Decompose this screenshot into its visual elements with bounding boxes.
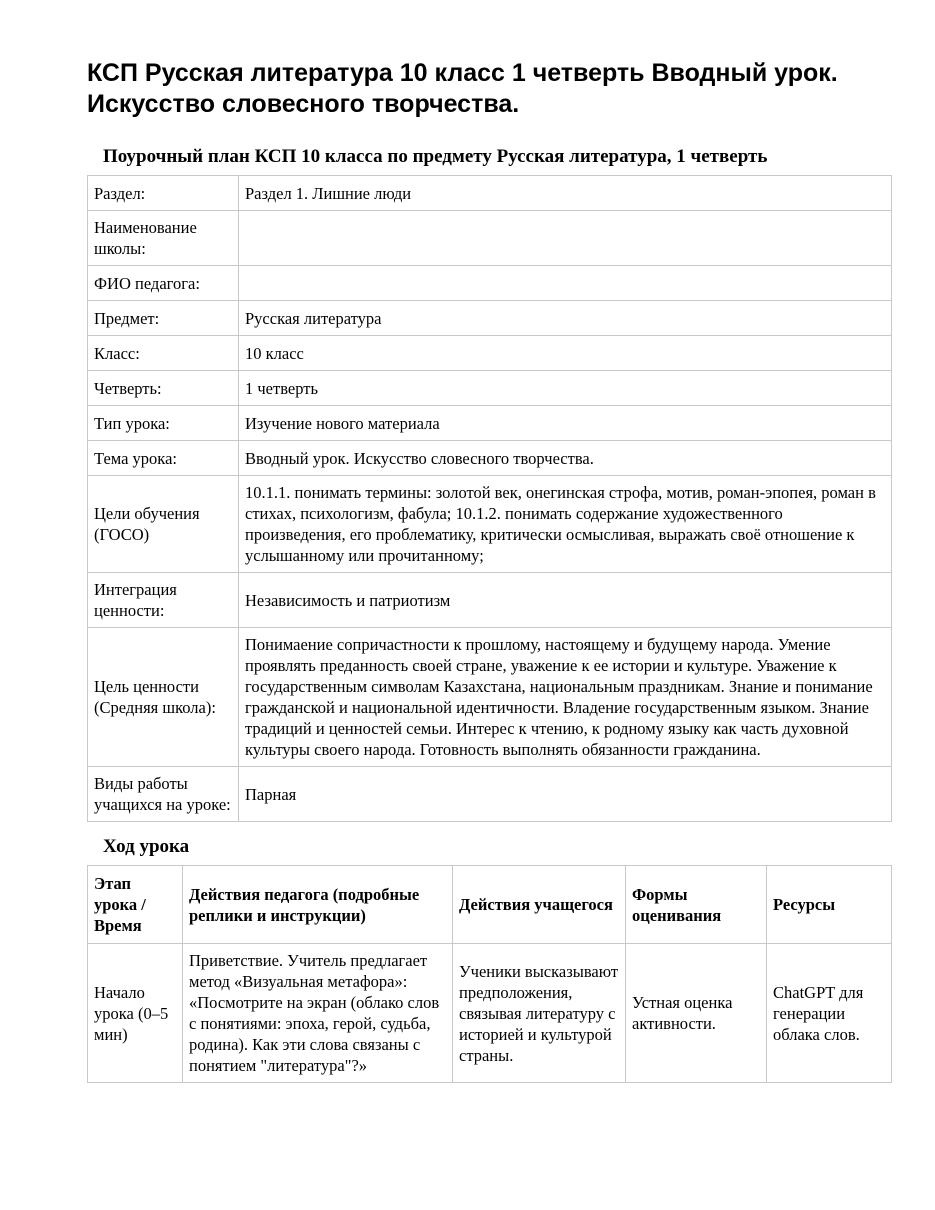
- plan-row-label: Цель ценности (Средняя школа):: [88, 628, 239, 767]
- lesson-steps-heading: Ход урока: [103, 836, 190, 857]
- plan-row-work-types: [88, 767, 892, 822]
- column-header-student-actions: Действия учащегося: [453, 866, 626, 944]
- document-title: КСП Русская литература 10 класс 1 четверть Вводный урок. Искусство словесного творчества.: [87, 59, 838, 118]
- plan-row-school-name: [88, 211, 892, 266]
- step-student-actions: Ученики высказывают предположения, связывая литературу с историей и культурой страны.: [453, 944, 626, 1083]
- plan-row-value-integration: [88, 573, 892, 628]
- plan-row-label: Четверть:: [88, 371, 239, 406]
- plan-row-value: Независимость и патриотизм: [239, 573, 892, 628]
- plan-row-label: Интеграция ценности:: [88, 573, 239, 628]
- plan-row-quarter: [88, 371, 892, 406]
- lesson-steps-table: [87, 865, 892, 1083]
- plan-row-value: Вводный урок. Искусство словесного творчества.: [239, 441, 892, 476]
- plan-row-label: Виды работы учащихся на уроке:: [88, 767, 239, 822]
- plan-heading: Поурочный план КСП 10 класса по предмету Русская литература, 1 четверть: [103, 146, 768, 167]
- plan-row-label: Наименование школы:: [88, 211, 239, 266]
- plan-row-value: 10.1.1. понимать термины: золотой век, онегинская строфа, мотив, роман-эпопея, роман в стихах, психологизм, фабула; 10.1.2. понимать содержание художественного произведения, его проблематику, критически осмысливая, выражать своё отношение к услышанному или прочитанному;: [239, 476, 892, 573]
- column-header-assessment: Формы оценивания: [626, 866, 767, 944]
- plan-row-value: Раздел 1. Лишние люди: [239, 176, 892, 211]
- plan-row-subject: [88, 301, 892, 336]
- column-header-teacher-actions: Действия педагога (подробные реплики и инструкции): [183, 866, 453, 944]
- plan-row-label: Тип урока:: [88, 406, 239, 441]
- plan-row-value: Парная: [239, 767, 892, 822]
- lesson-plan-table: [87, 175, 892, 822]
- step-stage: Начало урока (0–5 мин): [88, 944, 183, 1083]
- column-header-resources: Ресурсы: [767, 866, 892, 944]
- plan-row-label: Класс:: [88, 336, 239, 371]
- plan-row-label: Предмет:: [88, 301, 239, 336]
- step-teacher-actions: Приветствие. Учитель предлагает метод «Визуальная метафора»: «Посмотрите на экран (облако слов с понятиями: эпоха, герой, судьба, родина). Как эти слова связаны с понятием "литература"?»: [183, 944, 453, 1083]
- plan-row-value: Изучение нового материала: [239, 406, 892, 441]
- plan-row-label: Раздел:: [88, 176, 239, 211]
- plan-row-grade: [88, 336, 892, 371]
- step-resources: ChatGPT для генерации облака слов.: [767, 944, 892, 1083]
- plan-row-learning-goals: [88, 476, 892, 573]
- step-assessment: Устная оценка активности.: [626, 944, 767, 1083]
- plan-row-value-goal: [88, 628, 892, 767]
- plan-row-label: Цели обучения (ГОСО): [88, 476, 239, 573]
- column-header-stage: Этап урока / Время: [88, 866, 183, 944]
- plan-row-lesson-topic: [88, 441, 892, 476]
- plan-row-section: [88, 176, 892, 211]
- plan-row-value: [239, 266, 892, 301]
- plan-row-value: 10 класс: [239, 336, 892, 371]
- plan-row-value: [239, 211, 892, 266]
- plan-row-label: ФИО педагога:: [88, 266, 239, 301]
- steps-header-row: [88, 866, 892, 944]
- plan-row-lesson-type: [88, 406, 892, 441]
- plan-row-teacher-name: [88, 266, 892, 301]
- plan-row-label: Тема урока:: [88, 441, 239, 476]
- plan-row-value: 1 четверть: [239, 371, 892, 406]
- steps-row: [88, 944, 892, 1083]
- plan-row-value: Понимаение сопричастности к прошлому, настоящему и будущему народа. Умение проявлять преданность своей стране, уважение к ее истории и культуре. Уважение к государственным символам Казахстана, национальным праздникам. Знание и понимание гражданской и национальной идентичности. Владение государственным языком. Знание традиций и ценностей семьи. Интерес к чтению, к родному языку как часть духовной культуры своего народа. Готовность выполнять обязанности гражданина.: [239, 628, 892, 767]
- plan-row-value: Русская литература: [239, 301, 892, 336]
